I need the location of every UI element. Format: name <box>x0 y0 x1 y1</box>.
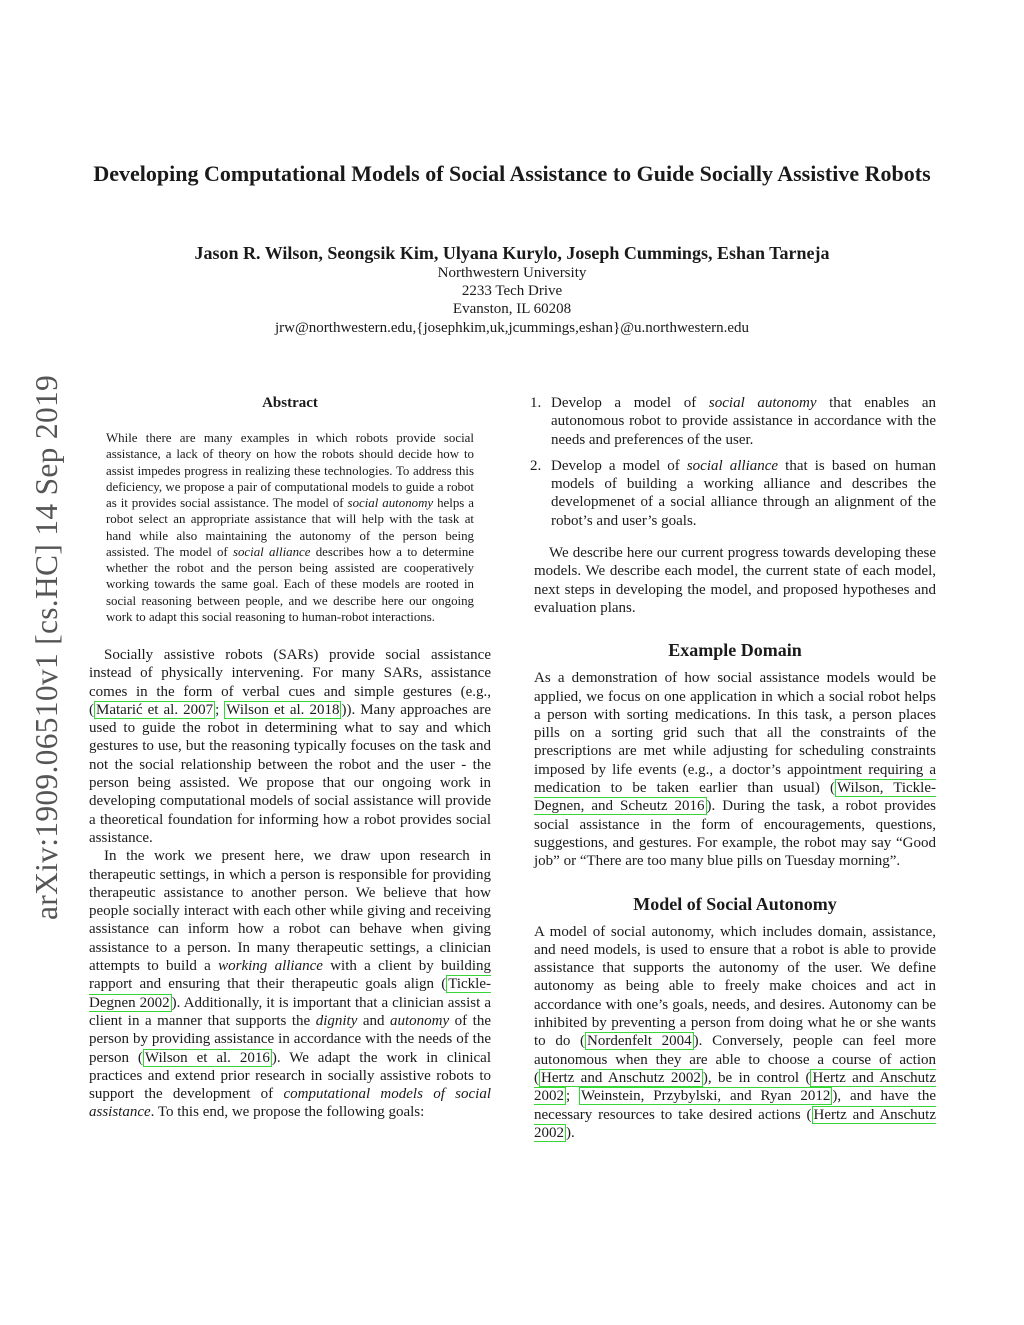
affiliation-block <box>80 264 944 337</box>
citation-link[interactable]: Weinstein, Przybylski, and Ryan 2012 <box>581 1088 831 1105</box>
goal-item: 1. Develop a model of social autonomy that enables an autonomous robot to provide assistance in accordance with the needs and preferences of the user. <box>530 395 936 448</box>
city-address: Evanston, IL 60208 <box>452 301 572 318</box>
citation-link[interactable]: Hertz and Anschutz 2002 <box>534 1069 937 1105</box>
author-emails: jrw@northwestern.edu,{josephkim,uk,jcummings,eshan}@u.northwestern.edu <box>274 319 750 336</box>
citation-link[interactable]: Matarić et al. 2007 <box>96 701 214 718</box>
section-heading-social-autonomy: Model of Social Autonomy <box>633 893 837 914</box>
citation-link[interactable]: Nordenfelt 2004 <box>587 1033 692 1050</box>
street-address: 2233 Tech Drive <box>461 283 563 300</box>
institution: Northwestern University <box>437 265 587 281</box>
right-column <box>530 394 937 1142</box>
citation-link[interactable]: Wilson et al. 2018 <box>226 701 340 718</box>
citation-link[interactable]: Hertz and Anschutz 2002 <box>541 1069 701 1086</box>
paper-title: Developing Computational Models of Social Assistance to Guide Socially Assistive Robots <box>93 161 931 186</box>
intro-paragraph-1: Socially assistive robots (SARs) provide social assistance instead of physically intervening. For many SARs, assistance comes in the form of verbal cues and simple gestures (e.g., ( Matarić et al. 2007 ; Wilson et al. 2018 )). Many approaches are used to guide the robot in determining what to say and which gestures to use, but the reasoning typically focuses on the task and not the social relationship between the robot and the user - the person being assisted. We propose that our ongoing work in developing computational models of social assistance will provide a theoretical foundation for informing how a robot provides social assistance. <box>89 647 491 846</box>
arxiv-identifier: arXiv:1909.06510v1 [cs.HC] 14 Sep 2019 <box>29 374 64 921</box>
citation-link[interactable]: Hertz and Anschutz 2002 <box>534 1106 936 1141</box>
abstract-heading: Abstract <box>262 395 318 411</box>
goal-item: 2. Develop a model of social alliance that is based on human models of building a working alliance and describes the developmenet of a social alliance through an alignment of the robot’s and user’s goals. <box>530 457 936 529</box>
abstract-text: While there are many examples in which robots provide social assistance, a lack of theory on how the robots should decide how to assist impedes progress in realizing these technologies. To address this deficiency, we propose a pair of computational models to guide a robot as it provides social assistance. The model of social autonomy helps a robot select an appropriate assistance that will help with the task at hand while also maintaining the autonomy of the person being assisted. The model of social alliance describes how a to determine whether the robot and the person being assisted are cooperatively working towards the same goal. Each of these models are rooted in social reasoning between people, and we describe here our ongoing work to adapt this social reasoning to human-robot interactions. <box>106 431 474 624</box>
goals-list <box>530 394 936 530</box>
author-list: Jason R. Wilson, Seongsik Kim, Ulyana Kurylo, Joseph Cummings, Eshan Tarneja <box>194 243 830 263</box>
intro-paragraph-2: In the work we present here, we draw upon research in therapeutic settings, in which a person is responsible for providing therapeutic assistance to another person. We believe that how people socially interact with each other while giving and receiving assistance can inform how a robot can behave when giving assistance to a person. In many therapeutic settings, a clinician attempts to build a working alliance with a client by building rapport and ensuring that their therapeutic goals align ( Tickle-Degnen 2002 ). Additionally, it is important that a clinician assist a client in a manner that supports the dignity and autonomy of the person by providing assistance in accordance with the needs of the person ( Wilson et al. 2016 ). We adapt the work in clinical practices and extend prior research in socially assistive robots to support the development of computational models of social assistance. To this end, we propose the following goals: <box>89 848 491 1121</box>
citation-link[interactable]: Wilson et al. 2016 <box>144 1049 270 1066</box>
progress-paragraph: We describe here our current progress towards developing these models. We describe each model, the current state of each model, next steps in developing the model, and proposed hypotheses and evaluation plans. <box>534 545 936 616</box>
left-column <box>89 394 491 1122</box>
section-heading-example-domain: Example Domain <box>668 640 802 661</box>
example-domain-paragraph: As a demonstration of how social assistance models would be applied, we focus on one application in which a social robot helps a person with sorting medications. In this task, a person places pills on a sorting grid such that all the constraints of the prescriptions are met while adjusting for scheduling constraints imposed by life events (e.g., a doctor’s appointment requiring a medication to be taken earlier than usual) ( Wilson, Tickle-Degnen, and Scheutz 2016 ). During the task, a robot provides social assistance in the form of encouragements, questions, suggestions, and gestures. For example, the robot may say “Good job” or “There are too many blue pills on Tuesday morning”. <box>534 670 936 870</box>
citation-link[interactable]: Wilson, Tickle-Degnen, and Scheutz 2016 <box>534 780 936 815</box>
social-autonomy-paragraph: A model of social autonomy, which includes domain, assistance, and need models, is used to ensure that a robot is able to provide assistance that supports the autonomy of the user. We define autonomy as being able to freely make choices and act in accordance with one’s goals, needs, and desires. Autonomy can be inhibited by preventing a person from doing what he or she wants to do ( Nordenfelt 2004 ). Conversely, people can feel more autonomous when they are able to choose a course of action ( Hertz and Anschutz 2002 ), be in control ( Hertz and Anschutz 2002 ; Weinstein, Przybylski, and Ryan 2012 ), and have the necessary resources to take desired actions ( Hertz and Anschutz 2002 ). <box>534 923 937 1141</box>
citation-link[interactable]: Tickle-Degnen 2002 <box>89 976 491 1011</box>
